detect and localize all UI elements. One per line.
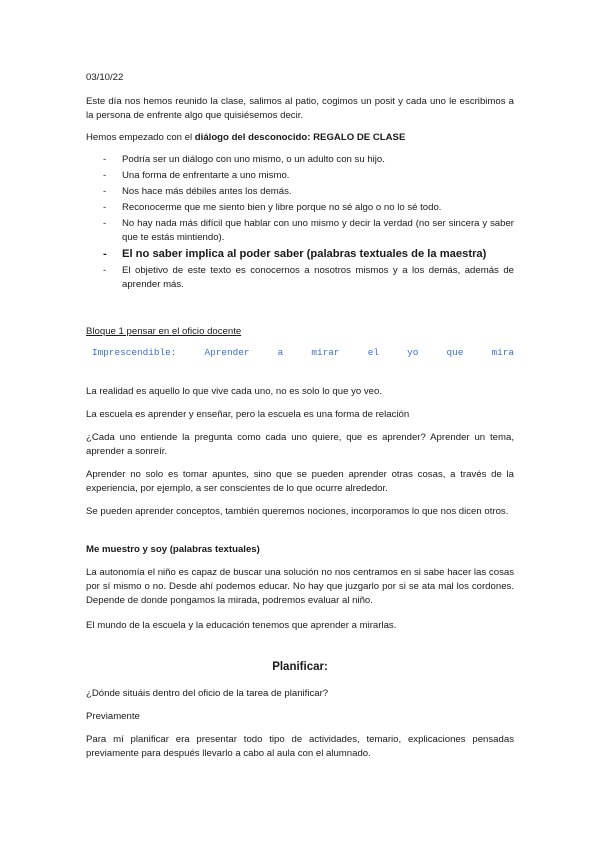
list-item-text: Reconocerme que me siento bien y libre porque no sé algo o no lo sé todo. [122,202,442,213]
paragraph: La autonomía el niño es capaz de buscar una solución no nos centramos en si sabe hacer las cosas por sí mismo o no. Desde ahí podemos educar. No hay que juzgarlo por si se ata mal los cordones. Depende de donde pongamos la mirada, podremos evaluar al niño. [86,567,514,606]
paragraph: El mundo de la escuela y la educación tenemos que aprender a mirarlas. [86,620,397,631]
hemos-bold: diálogo del desconocido: REGALO DE CLASE [194,132,406,143]
list-item [86,153,514,167]
phrase-word: que [446,347,464,358]
section-title-bloque: Bloque 1 pensar en el oficio docente [86,326,242,337]
phrase-word: a [277,347,284,358]
bullet-list [86,153,514,294]
list-item-text: Una forma de enfrentarte a uno mismo. [122,170,290,181]
plan-question: ¿Dónde situáis dentro del oficio de la tarea de planificar? [86,688,329,699]
list-item [86,169,514,183]
hemos-paragraph [86,131,514,145]
dash-bullet: - [103,218,107,229]
list-item [86,217,514,245]
paragraph: La realidad es aquello lo que vive cada uno, no es solo lo que yo veo. [86,386,383,397]
section-title-planificar: Planificar: [272,661,328,673]
list-item-text: Nos hace más débiles antes los demás. [122,186,292,197]
plan-paragraph: Para mí planificar era presentar todo tipo de actividades, temario, explicaciones pensadas previamente para después llevarlo a cabo al aula con el alumnado. [86,734,514,759]
intro-paragraph: Este día nos hemos reunido la clase, salimos al patio, cogimos un posit y cada uno le escribimos a la persona de enfrente algo que quisiésemos decir. [86,96,514,121]
hemos-prefix: Hemos empezado con el [86,132,195,143]
highlight-phrase [92,346,514,360]
list-item-text: No hay nada más difícil que hablar con uno mismo y decir la verdad (no ser sincera y saber que te estás mintiendo). [122,218,514,243]
dash-bullet: - [103,202,107,213]
list-item [86,185,514,199]
paragraph: Se pueden aprender conceptos, también queremos nociones, incorporamos lo que nos dicen otros. [86,506,509,517]
list-item [86,264,514,292]
bold-heading: Me muestro y soy (palabras textuales) [86,544,260,555]
dash-bullet: - [103,154,107,165]
paragraph: ¿Cada uno entiende la pregunta como cada uno quiere, que es aprender? Aprender un tema, aprender a sonreír. [86,432,514,457]
list-item-text: Podría ser un diálogo con uno mismo, o un adulto con su hijo. [122,154,385,165]
previamente-label: Previamente [86,711,140,722]
list-item-text: El no saber implica al poder saber (palabras textuales de la maestra) [122,248,487,260]
phrase-word: Imprescendible: [92,347,177,358]
paragraph: La escuela es aprender y enseñar, pero la escuela es una forma de relación [86,409,410,420]
phrase-word: Aprender [204,347,250,358]
paragraph: Aprender no solo es tomar apuntes, sino que se pueden aprender otras cosas, a través de la experiencia, por ejemplo, a ser conscientes de lo que ocurre alrededor. [86,469,514,494]
date: 03/10/22 [86,72,124,83]
phrase-word: yo [407,347,419,358]
list-item-text: El objetivo de este texto es conocernos a nosotros mismos y a los demás, además de aprender más. [122,265,514,290]
list-item [86,201,514,215]
dash-bullet: - [103,248,107,260]
dash-bullet: - [103,265,107,276]
phrase-word: mirar [311,347,340,358]
dash-bullet: - [103,186,107,197]
phrase-word: mira [491,347,514,358]
phrase-word: el [367,347,379,358]
dash-bullet: - [103,170,107,181]
list-item-emphasis [86,247,514,262]
